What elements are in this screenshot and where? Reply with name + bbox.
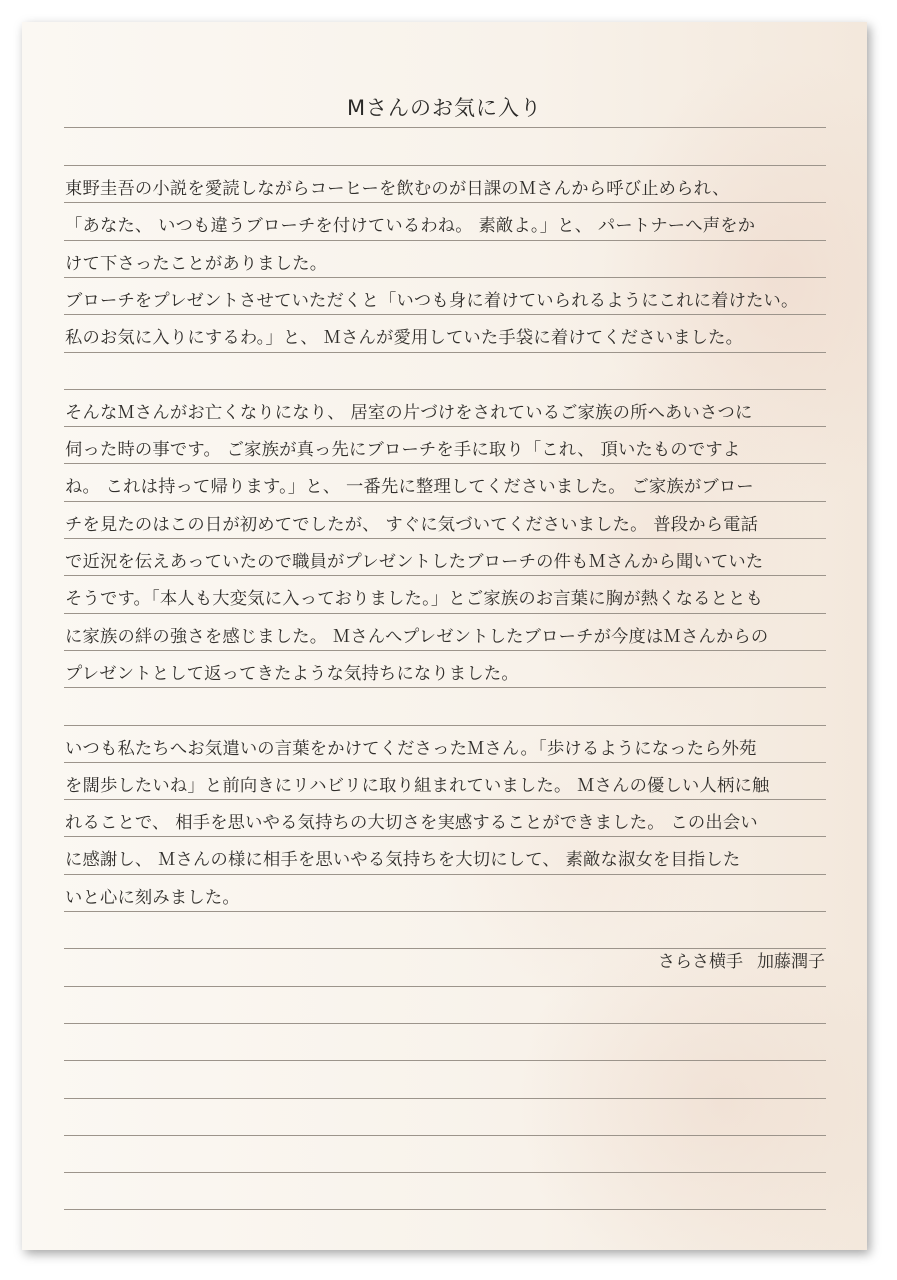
ruled-line [64,1135,826,1136]
ruled-line [64,165,826,166]
body-line: 伺った時の事です。 ご家族が真っ先にブローチを手に取り「これ、 頂いたものですよ [65,440,741,460]
body-line: を闊歩したいね」と前向きにリハビリに取り組まれていました。 Ｍさんの優しい人柄に触 [65,776,770,796]
ruled-line [64,426,826,427]
body-line: 東野圭吾の小説を愛読しながらコーヒーを飲むのが日課のＭさんから呼び止められ、 [65,179,730,199]
ruled-line [64,799,826,800]
ruled-line [64,1060,826,1061]
body-line: ブローチをプレゼントさせていただくと「いつも身に着けていられるようにこれに着けたい。 [65,291,799,311]
ruled-line [64,948,826,949]
ruled-line [64,1209,826,1210]
ruled-line [64,277,826,278]
ruled-line [64,463,826,464]
ruled-line [64,650,826,651]
ruled-line [64,1023,826,1024]
ruled-line [64,202,826,203]
ruled-line [64,575,826,576]
signature-author: 加藤潤子 [757,952,825,972]
ruled-line [64,911,826,912]
ruled-line [64,874,826,875]
body-line: に家族の絆の強さを感じました。 Ｍさんへプレゼントしたブローチが今度はＭさんからの [65,627,769,647]
ruled-line [64,762,826,763]
letter-paper [22,22,867,1250]
letter-title: Mさんのお気に入り [346,96,543,120]
ruled-line [64,1172,826,1173]
body-line: ね。 これは持って帰ります。」と、 一番先に整理してくださいました。 ご家族がブロー [65,477,754,497]
body-line: チを見たのはこの日が初めてでしたが、 すぐに気づいてくださいました。 普段から電話 [65,515,759,535]
signature [658,950,825,974]
ruled-line [64,314,826,315]
body-line: プレゼントとして返ってきたような気持ちになりました。 [65,664,519,684]
ruled-line [64,501,826,502]
body-line: けて下さったことがありました。 [65,254,328,274]
ruled-line [64,240,826,241]
signature-team: さらさ横手 [658,952,743,972]
body-line: 「あなた、 いつも違うブローチを付けているわね。 素敵よ。」と、 パートナーへ声をか [65,216,756,236]
body-line: れることで、 相手を思いやる気持ちの大切さを実感することができました。 この出会い [65,813,758,833]
body-line: に感謝し、 Ｍさんの様に相手を思いやる気持ちを大切にして、 素敵な淑女を目指した [65,850,741,870]
ruled-line [64,836,826,837]
body-line: そうです。「本人も大変気に入っておりました。」とご家族のお言葉に胸が熱くなるととも [65,589,764,609]
ruled-line [64,687,826,688]
ruled-line [64,538,826,539]
ruled-line [64,986,826,987]
body-line: そんなＭさんがお亡くなりになり、 居室の片づけをされているご家族の所へあいさつに [65,403,753,423]
ruled-line [64,389,826,390]
body-line: で近況を伝えあっていたので職員がプレゼントしたブローチの件もＭさんから聞いていた [65,552,764,572]
ruled-line [64,352,826,353]
ruled-line [64,725,826,726]
ruled-line [64,1098,826,1099]
body-line: いつも私たちへお気遣いの言葉をかけてくださったＭさん。「歩けるようになったら外苑 [65,739,757,759]
ruled-line [64,127,826,128]
body-line: 私のお気に入りにするわ。」と、 Ｍさんが愛用していた手袋に着けてくださいました。 [65,328,744,348]
body-line: いと心に刻みました。 [65,888,240,908]
ruled-line [64,613,826,614]
